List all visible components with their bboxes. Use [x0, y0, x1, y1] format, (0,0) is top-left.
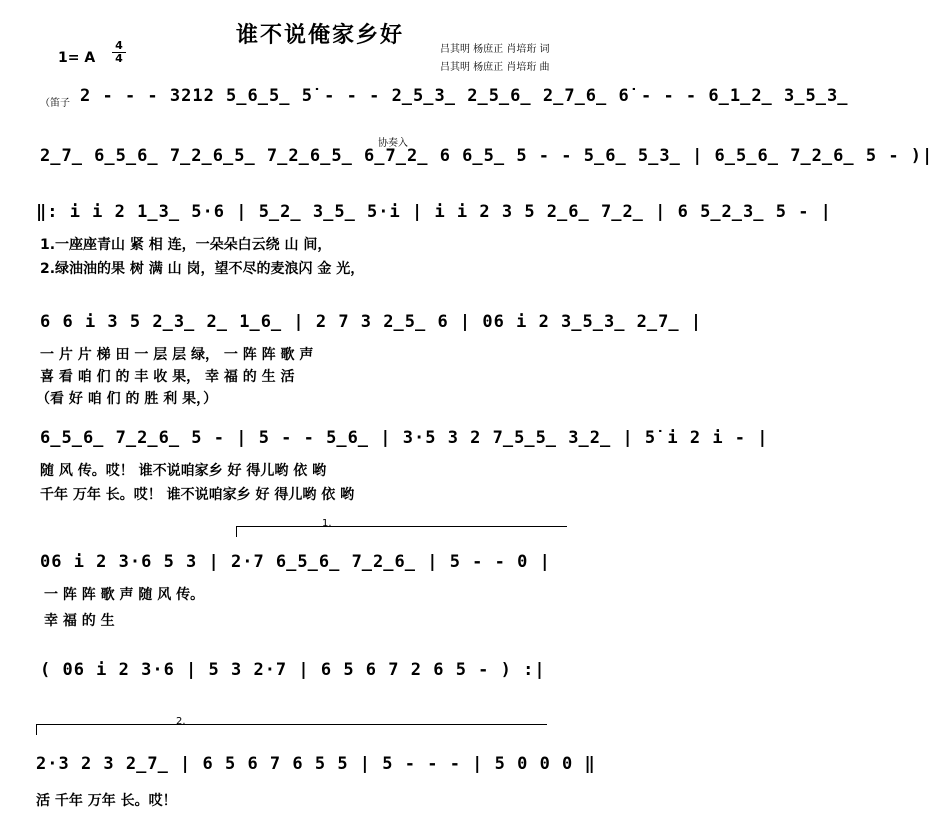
score-line-6: 06 i 2 3·6 5 3 | 2·7 6̲5̲6̲ 7̲2̲6̲ | 5 - - 0 | [40, 552, 551, 572]
volta-1-bracket [236, 526, 567, 537]
score-line-8: 2·3 2 3 2̲7̲ | 6 5 6 7 6 5 5 | 5 - - - | 5 0 0 0 ‖ [36, 754, 596, 774]
volta-2-label: 2. [176, 716, 186, 727]
lyric-verse-1: 1.一座座青山 紧 相 连，一朵朵白云绕 山 间， [40, 237, 332, 253]
score-line-2: 2̲7̲ 6̲5̲6̲ 7̲2̲6̲5̲ 7̲2̲6̲5̲ 6̲7̲2̲ 6 6̲5̲ 5 - - 5̲6̲ 5̲3̲ | 6̲5̲6̲ 7̲2̲6̲ 5 - )| [40, 146, 933, 166]
lyric-line-8: 活 千年 万年 长。哎！ [36, 793, 177, 809]
page-title: 谁不说俺家乡好 [235, 23, 404, 48]
score-line-1: 2 - - - 3212 5̲6̲5̲ 5̇ - - - 2̲5̲3̲ 2̲5̲6̲ 2̲7̲6̲ 6̇ - - - 6̲1̲2̲ 3̲5̲3̲ [80, 86, 849, 106]
lyric-verse-2: 2.绿油油的果 树 满 山 岗，望不尽的麦浪闪 金 光， [40, 261, 365, 277]
score-line-5: 6̲5̲6̲ 7̲2̲6̲ 5 - | 5 - - 5̲6̲ | 3·5 3 2 7̲5̲5̲ 3̲2̲ | 5̇ i 2 i - | [40, 428, 769, 448]
key-signature: 1= A [58, 50, 96, 66]
volta-1-label: 1. [322, 518, 332, 529]
flute-label: （笛子 [40, 98, 70, 109]
time-signature-denominator: 4 [112, 52, 126, 65]
lyric-line-6a: 一 阵 阵 歌 声 随 风 传。 [44, 587, 205, 603]
score-line-7: ( 06 i 2 3·6 | 5 3 2·7 | 6 5 6 7 2 6 5 - ) :| [40, 660, 546, 680]
lyric-line-5a: 随 风 传。哎！ 谁不说咱家乡 好 得儿哟 依 哟 [40, 463, 327, 479]
music-credit: 吕其明 杨庶正 肖培珩 曲 [440, 62, 550, 73]
lyric-line-5b: 千年 万年 长。哎！ 谁不说咱家乡 好 得儿哟 依 哟 [40, 487, 355, 503]
lyric-line-6b: 幸 福 的 生 [44, 613, 115, 629]
time-signature [112, 40, 126, 65]
lyric-line-4b: 喜 看 咱 们 的 丰 收 果， 幸 福 的 生 活 [40, 369, 295, 385]
time-signature-numerator: 4 [115, 39, 123, 52]
lyric-line-4a: 一 片 片 梯 田 一 层 层 绿， 一 阵 阵 歌 声 [40, 347, 314, 363]
score-line-3: ‖: i i 2 1̲3̲ 5·6 | 5̲2̲ 3̲5̲ 5·i | i i 2 3 5 2̲6̲ 7̲2̲ | 6 5̲2̲3̲ 5 - | [36, 202, 832, 222]
lyrics-credit: 吕其明 杨庶正 肖培珩 词 [440, 44, 550, 55]
volta-2-bracket [36, 724, 547, 735]
lyric-line-4c: （看 好 咱 们 的 胜 利 果，） [36, 391, 218, 407]
score-line-4: 6 6 i 3 5 2̲3̲ 2̲ 1̲6̲ | 2 7 3 2̲5̲ 6 | 06 i 2 3̲5̲3̲ 2̲7̲ | [40, 312, 703, 332]
accompaniment-label: 协奏入 [378, 138, 408, 149]
